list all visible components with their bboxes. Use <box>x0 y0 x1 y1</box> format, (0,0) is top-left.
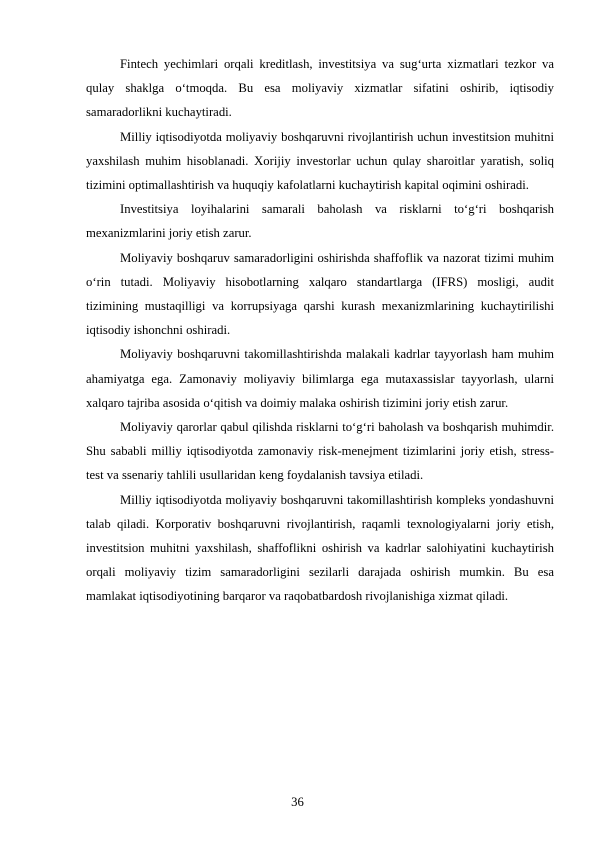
body-text <box>86 52 554 609</box>
paragraph-6: Moliyaviy qarorlar qabul qilishda risklarni to‘g‘ri baholash va boshqarish muhimdir. Shu sababli milliy iqtisodiyotda zamonaviy risk-menejment tizimlarini joriy etish, stress-test va ssenariy tahlili usullaridan keng foydalanish tavsiya etiladi. <box>86 420 554 483</box>
paragraph-1: Fintech yechimlari orqali kreditlash, investitsiya va sug‘urta xizmatlari tezkor va qulay shaklga o‘tmoqda. Bu esa moliyaviy xizmatlar sifatini oshirib, iqtisodiy samaradorlikni kuchaytiradi. <box>86 57 554 120</box>
page-number: 36 <box>291 795 304 809</box>
paragraph-4: Moliyaviy boshqaruv samaradorligini oshirishda shaffoflik va nazorat tizimi muhim o‘rin tutadi. Moliyaviy hisobotlarning xalqaro standartlarga (IFRS) mosligi, audit tizimining mustaqilligi va korrupsiyaga qarshi kurash mexanizmlarining kuchaytirilishi iqtisodiy ishonchni oshiradi. <box>86 250 554 338</box>
paragraph-2: Milliy iqtisodiyotda moliyaviy boshqaruvni rivojlantirish uchun investitsion muhitni yaxshilash muhim hisoblanadi. Xorijiy investorlar uchun qulay sharoitlar yaratish, soliq tizimini optimallashtirish va huquqiy kafolatlarni kuchaytirish kapital oqimini oshiradi. <box>86 129 554 193</box>
paragraph-3: Investitsiya loyihalarini samarali baholash va risklarni to‘g‘ri boshqarish mexanizmlarini joriy etish zarur. <box>86 202 554 241</box>
paragraph-5: Moliyaviy boshqaruvni takomillashtirishda malakali kadrlar tayyorlash ham muhim ahamiyatga ega. Zamonaviy moliyaviy bilimlarga ega mutaxassislar tayyorlash, ularni xalqaro tajriba asosida o‘qitish va doimiy malaka oshirish tizimini joriy etish zarur. <box>86 347 554 410</box>
paragraph-7: Milliy iqtisodiyotda moliyaviy boshqaruvni takomillashtirish kompleks yondashuvni talab qiladi. Korporativ boshqaruvni rivojlantirish, raqamli texnologiyalarni joriy etish, investitsion muhitni yaxshilash, shaffoflikni oshirish va kadrlar salohiyatini kuchaytirish orqali moliyaviy tizim samaradorligini sezilarli darajada oshirish mumkin. Bu esa mamlakat iqtisodiyotining barqaror va raqobatbardosh rivojlanishiga xizmat qiladi. <box>86 492 554 604</box>
